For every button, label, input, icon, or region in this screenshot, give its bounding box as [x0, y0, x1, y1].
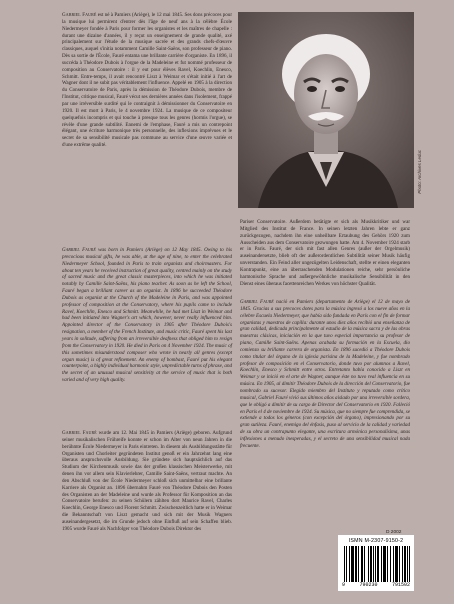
biography-german-continued	[240, 219, 410, 287]
biography-french-lead: Gabriel Fauré	[62, 12, 97, 18]
biography-english-lead: Gabriel Fauré	[62, 247, 96, 253]
portrait-photo	[238, 12, 414, 208]
biography-german-continued-body: Pariser Conservatoire. Außerdem betätigte er sich als Musikkritiker und war Mitglied des Institut de France. In seinen letzten Jahren lebte er ganz zurückgezogen, nachdem ihn eine unheilbare Ertaubung des Gehörs 1920 zum Ausscheiden aus dem Conservatoire gezwungen hatte. Am 4. November 1924 starb er in Paris. Fauré, der sich mit fast allen Genres (außer der Orgelmusik) auseinandersetzte, blieb oft der außerordentlichen Subtilität seiner Musik häufig unverstanden. Ein Feind aller ungezügelten Leidenschaft, stellte er einen eleganten Kontrapunkt, eine an überraschenden Modulationen reiche, sehr persönliche harmonische Sprache und außergewöhnliche musikalische Sensibilität in den Dienst eines überaus facettenreichen Werkes von höchster Qualität.	[240, 219, 410, 287]
photo-credit: Photo: Archives Leduc	[417, 150, 422, 194]
biography-english-body: was born in Pamiers (Ariège) on 12 May 1845. Owing to his precocious musical gifts, he was able, at the age of nine, to enter the celebrated Niedermeyer School, founded in Paris to train organists and choirmasters. For about ten years he received instruction of great quality, centred mainly on the study of sacred music and the great classic masterpieces, into which he was initiated notably by Camille Saint-Saëns, his piano teacher. As soon as he left the School, Fauré began a brilliant career as an organist. In 1896 he succeeded Théodore Dubois as organist at the Church of the Madeleine in Paris, and was appointed professor of composition at the Conservatory, where his pupils came to include Ravel, Koechlin, Enesco and Schmitt. Meanwhile, he had met Liszt in Weimar and had been initiated into Wagner's art which, however, never really influenced him. Appointed director of the Conservatory in 1905 after Théodore Dubois's resignation, a member of the French Institute, and music critic, Fauré spent his last years in solitude, suffering from an irreversible deafness that obliged him to resign from the Conservatory in 1920. He died in Paris on 4 November 1924. The music of this sometimes misunderstood composer who wrote in nearly all genres (except organ music) is of great refinement. An enemy of bombast, Fauré put his elegant counterpoint, a highly individual harmonic style, unpredictable turns of phrase, and the secret of an unusual musical sensitivity at the service of music that is both varied and of very high quality.	[62, 247, 232, 384]
barcode-digit-first: 9	[342, 582, 346, 588]
biography-german	[62, 430, 232, 533]
biography-german-lead: Gabriel Fauré	[62, 430, 97, 436]
biography-french	[62, 12, 232, 149]
biography-spanish-lead: Gabriel Fauré	[240, 299, 274, 305]
edition-code: D 2002	[386, 530, 402, 535]
portrait-photo-image	[238, 12, 414, 208]
biography-spanish	[240, 299, 410, 450]
biography-english	[62, 247, 232, 384]
biography-german-body: wurde am 12. Mai 1845 in Pamiers (Ariège) geboren. Aufgrund seiner musikalischen Frühreife konnte er schon im Alter von neun Jahren in die berühmte École Niedermeyer in Paris eintreten. In diesem als Ausbildungsstätte für Organisten und Chorleiter gegründeten Institut genoß er ein Jahrzehnt lang eine überaus anspruchsvolle Ausbildung. Sie gründete sich hauptsächlich auf das Studium der Kirchenmusik sowie das der großen klassischen Meisterwerke, mit denen ihn vor allem sein Klavierlehrer, Camille Saint-Saëns, vertraut machte. An den Abschluß von der École Niedermeyer schloß sich unmittelbar eine brillante Karriere als Organist an. 1896 übernahm Fauré von Théodore Dubois den Posten des Organisten an der Madeleine und wurde als Professor für Komposition an das Conservatoire berufen: zu seinen Schülern zählten dort Maurice Ravel, Charles Koechlin, George Enesco und Florent Schmitt. Zwischenzeitlich hatte er in Weimar die Bekanntschaft von Liszt gemacht und sich mit der Musik Wagners auseinandergesetzt, die im Grunde jedoch ohne Einfluß auf sein Schaffen blieb. 1905 wurde Fauré als Nachfolger von Théodore Dubois Direktor des	[62, 430, 232, 532]
ismn-number: ISMN M-2307-9150-2	[348, 538, 404, 544]
biography-french-body: est né à Pamiers (Ariège), le 12 mai 1845. Ses dons précoces pour la musique lui permirent d'entrer dès l'âge de neuf ans à la célèbre École Niedermeyer fondée à Paris pour former les organistes et les maîtres de chapelle : durant une dizaine d'années, il y reçut un enseignement de grande qualité, axé principalement sur l'étude de la musique sacrée et des grands chefs-d'œuvre classiques, auquel s'initia notamment Camille Saint-Saëns, son professeur de piano. Dès sa sortie de l'École, Fauré entama une brillante carrière d'organiste. En 1896, il succéda à Théodore Dubois à l'orgue de la Madeleine et fut nommé professeur de composition au Conservatoire : il y eut pour élèves Ravel, Koechlin, Enesco, Schmitt. Entre-temps, il avait rencontré Liszt à Weimar et s'était initié à l'art de Wagner dont il ne subit pas véritablement l'influence. Appelé en 1905 à la direction du Conservatoire de Paris, après la démission de Théodore Dubois, membre de l'Institut, critique musical, Fauré vécut ses dernières années dans l'isolement, frappé par une irréversible surdité qui le contraignit à démissionner du Conservatoire en 1920. Il est mort à Paris, le 4 novembre 1924. La musique de ce compositeur quelquefois incompris et qui touche à presque tous les genres (hormis l'orgue), se révèle d'une grande subtilité. Ennemi de l'emphase, Fauré a mis un contrepoint élégant, une écriture harmonique très personnelle, des inflexions imprévues et le secret de sa sensibilité musicale pas commune au service d'une œuvre variée et d'une extrême qualité.	[62, 12, 232, 149]
barcode-digits-left: 790230	[359, 582, 378, 588]
barcode-digits	[342, 582, 410, 588]
barcode-image	[342, 546, 410, 582]
barcode-label	[338, 535, 414, 591]
barcode-digits-right: 791502	[391, 582, 410, 588]
biography-spanish-body: nació en Pamiers (departamento de Ariège) el 12 de mayo de 1845. Gracias a sus precoces dotes para la música ingresó a los nueve años en la célebre Escuela Niedermeyer, que había sido fundada en París con el fin de formar organistas y maestros de capilla: durante unos diez años recibió una enseñanza de gran calidad, dedicada principalmente al estudio de la música sacra y de las obras maestras clásicas, iniciación en la que tuvo especial importancia su profesor de piano, Camille Saint-Saëns. Apenas acabada su formación en la Escuela, dio comienzo su brillante carrera de organista. En 1896 sucedió a Théodore Dubois como titular del órgano de la iglesia parisina de la Madeleine, y fue nombrado profesor de composición en el Conservatorio, donde tuvo por alumnos a Ravel, Koechlin, Enesco y Schmitt entre otros. Entretanto había conocido a Liszt en Weimar y se inició en el arte de Wagner, aunque éste no tuvo real influencia en su música. En 1905, al dimitir Théodore Dubois de la dirección del Conservatorio, fue nombrado su sucesor. Elegido miembro del Instituto y reputado como crítico musical, Gabriel Fauré vivió sus últimos años aislado por una irreversible sordera, que le obligó a dimitir de su cargo de Director del Conservatorio en 1920. Falleció en París el 4 de noviembre de 1924. Su música, que no siempre fue comprendida, se extiende a todos los géneros (con excepción del órgano), impresionando por su gran sutileza. Fauré, enemigo del énfasis, puso al servicio de la calidad y variedad de su obra un contrapunto elegante, una escritura armónica personalísima, unas inflexiones a menudo inesperadas, y el secreto de una sensibilidad musical nada frecuente.	[240, 299, 410, 449]
